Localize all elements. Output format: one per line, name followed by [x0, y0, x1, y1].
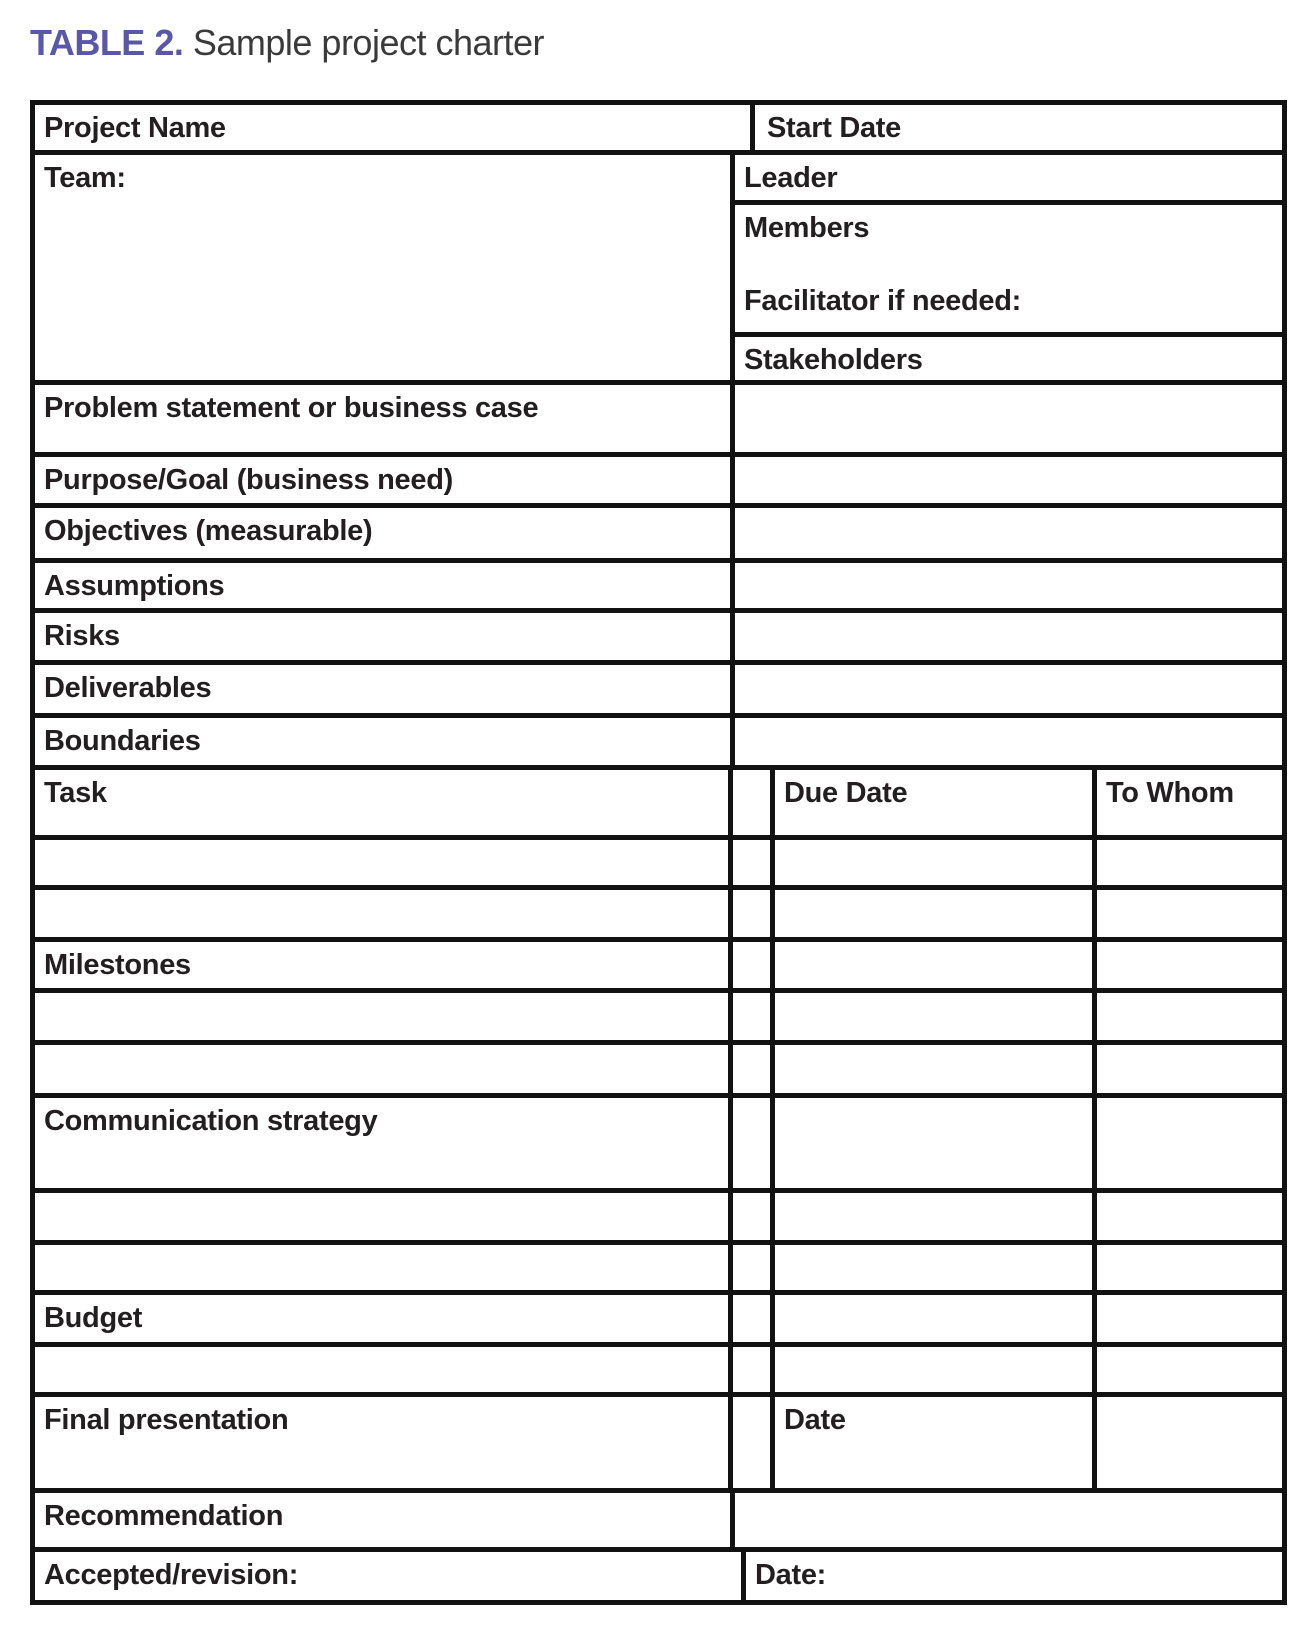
empty-cell: [35, 1245, 728, 1290]
cell-members-facilitator: [735, 200, 1282, 332]
table-row: [35, 1290, 1282, 1342]
cell-risks: Risks: [44, 620, 120, 652]
empty-cell: [1092, 1295, 1282, 1342]
team-detail-cells: [730, 155, 1282, 380]
cell-purpose-goal: Purpose/Goal (business need): [44, 464, 453, 496]
empty-cell: [770, 1245, 1092, 1290]
cell-stakeholders: Stakeholders: [735, 332, 1282, 380]
empty-cell: [770, 942, 1092, 988]
table-row: [35, 380, 1282, 452]
spacer-cell: [728, 1295, 770, 1342]
empty-cell: [770, 1098, 1092, 1188]
cell-deliverables: Deliverables: [44, 672, 212, 704]
table-row: [35, 503, 1282, 558]
cell-task-header: Task: [44, 777, 107, 809]
table-row: [35, 937, 1282, 988]
empty-cell: [35, 993, 728, 1040]
empty-cell: [1092, 942, 1282, 988]
empty-cell: [35, 1045, 728, 1093]
empty-cell: [730, 508, 1282, 558]
table-row: [35, 885, 1282, 937]
empty-cell: [1092, 993, 1282, 1040]
cell-communication-strategy: Communication strategy: [44, 1105, 378, 1137]
table-row: [35, 1188, 1282, 1240]
empty-cell: [730, 665, 1282, 713]
empty-cell: [770, 993, 1092, 1040]
empty-cell: [35, 890, 728, 937]
empty-cell: [1092, 1045, 1282, 1093]
table-row: [35, 558, 1282, 608]
project-charter-table: [30, 100, 1287, 1605]
table-row: [35, 660, 1282, 713]
empty-cell: [730, 613, 1282, 660]
spacer-cell: [728, 890, 770, 937]
empty-cell: [35, 1347, 728, 1392]
spacer-cell: [728, 1098, 770, 1188]
cell-objectives: Objectives (measurable): [44, 515, 373, 547]
spacer-cell: [728, 840, 770, 885]
cell-milestones: Milestones: [44, 949, 191, 981]
spacer-cell: [728, 1347, 770, 1392]
cell-team: Team:: [44, 162, 126, 194]
spacer-cell: [728, 1245, 770, 1290]
table-caption: [30, 22, 544, 64]
cell-budget: Budget: [44, 1302, 143, 1334]
empty-cell: [770, 1295, 1092, 1342]
table-row: [35, 1093, 1282, 1188]
empty-cell: [730, 563, 1282, 608]
cell-leader: Leader: [744, 162, 838, 194]
empty-cell: [730, 1493, 1282, 1547]
cell-assumptions: Assumptions: [44, 570, 225, 602]
empty-cell: [35, 840, 728, 885]
table-row: [35, 835, 1282, 885]
empty-cell: [35, 1193, 728, 1240]
empty-cell: [730, 457, 1282, 503]
table-row: [35, 105, 1282, 150]
empty-cell: [1092, 1347, 1282, 1392]
cell-recommendation: Recommendation: [44, 1500, 284, 1532]
empty-cell: [770, 840, 1092, 885]
caption-label: TABLE 2.: [30, 22, 184, 63]
table-row: [35, 1040, 1282, 1093]
empty-cell: [1092, 1245, 1282, 1290]
cell-accepted-revision: Accepted/revision:: [44, 1559, 299, 1591]
table-row: [35, 1342, 1282, 1392]
spacer-cell: [728, 1045, 770, 1093]
spacer-cell: [728, 1193, 770, 1240]
empty-cell: [1092, 840, 1282, 885]
empty-cell: [770, 890, 1092, 937]
cell-problem-statement: Problem statement or business case: [44, 392, 539, 424]
empty-cell: [730, 718, 1282, 765]
empty-cell: [1092, 890, 1282, 937]
task-header-row: [35, 765, 1282, 835]
spacer-cell: [728, 942, 770, 988]
cell-boundaries: Boundaries: [44, 725, 201, 757]
caption-title: Sample project charter: [192, 22, 545, 63]
cell-due-date-header: Due Date: [770, 770, 1092, 835]
cell-accepted-date: Date:: [741, 1552, 1282, 1600]
empty-cell: [1092, 1098, 1282, 1188]
cell-to-whom-header: To Whom: [1092, 770, 1282, 835]
empty-cell: [1092, 1193, 1282, 1240]
empty-cell: [770, 1193, 1092, 1240]
table-row: [35, 1240, 1282, 1290]
facilitator-label: Facilitator if needed:: [744, 285, 1021, 317]
cell-final-date: Date: [770, 1397, 1092, 1488]
cell-start-date: Start Date: [750, 105, 1282, 150]
members-label: Members: [744, 212, 870, 244]
table-row: [35, 1392, 1282, 1488]
table-row: [35, 608, 1282, 660]
table-row: [35, 988, 1282, 1040]
table-row: [35, 1547, 1282, 1600]
table-row: [35, 452, 1282, 503]
spacer-cell: [728, 1397, 770, 1488]
empty-cell: [1092, 1397, 1282, 1488]
cell-final-presentation: Final presentation: [44, 1404, 289, 1436]
table-row: [35, 713, 1282, 765]
empty-cell: [770, 1347, 1092, 1392]
table-row: [35, 150, 1282, 380]
empty-cell: [730, 385, 1282, 452]
empty-cell: [770, 1045, 1092, 1093]
spacer-cell: [728, 993, 770, 1040]
table-row: [35, 1488, 1282, 1547]
cell-project-name: Project Name: [44, 112, 226, 144]
spacer-cell: [728, 770, 770, 835]
